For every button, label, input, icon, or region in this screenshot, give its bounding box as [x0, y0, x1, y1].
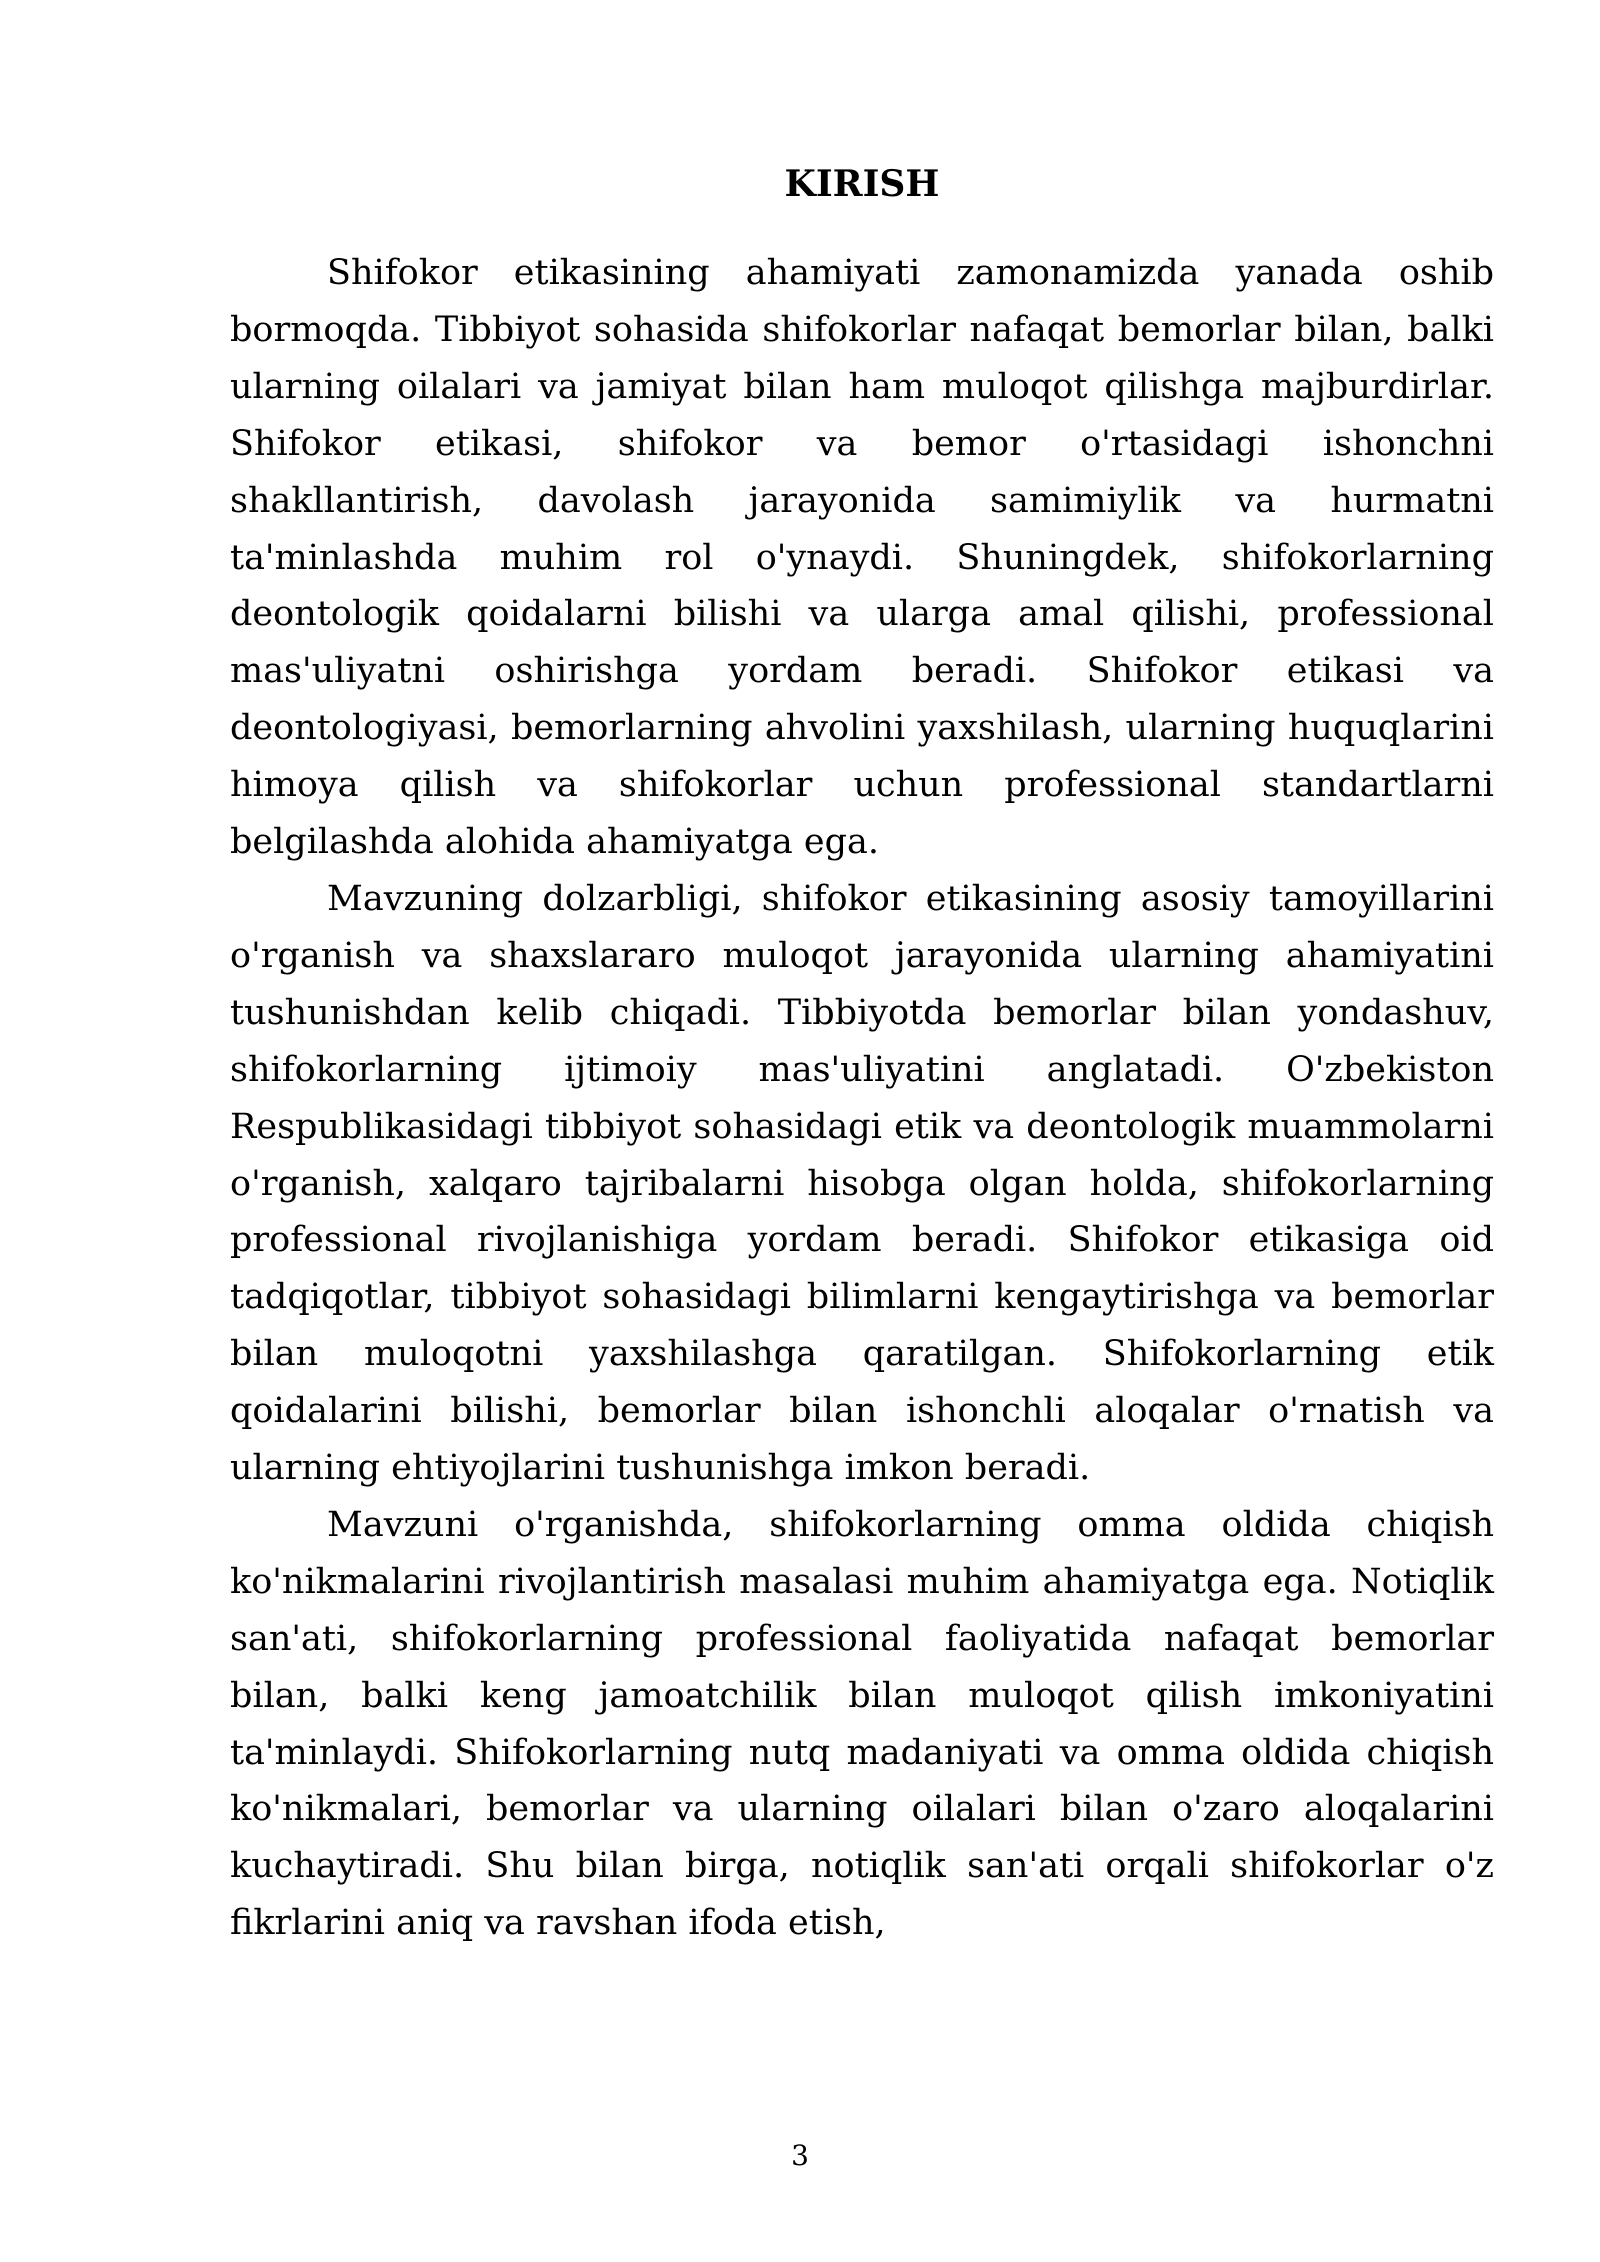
- paragraph-2: Mavzuning dolzarbligi, shifokor etikasining asosiy tamoyillarini o'rganish va shaxslararo muloqot jarayonida ularning ahamiyatini tushunishdan kelib chiqadi. Tibbiyotda bemorlar bilan yondashuv, shifokorlarning ijtimoiy mas'uliyatini anglatadi. O'zbekiston Respublikasidagi tibbiyot sohasidagi etik va deontologik muammolarni o'rganish, xalqaro tajribalarni hisobga olgan holda, shifokorlarning professional rivojlanishiga yordam beradi. Shifokor etikasiga oid tadqiqotlar, tibbiyot sohasidagi bilimlarni kengaytirishga va bemorlar bilan muloqotni yaxshilashga qaratilgan. Shifokorlarning etik qoidalarini bilishi, bemorlar bilan ishonchli aloqalar o'rnatish va ularning ehtiyojlarini tushunishga imkon beradi.: [230, 878, 1494, 1489]
- paragraph-1: Shifokor etikasining ahamiyati zamonamizda yanada oshib bormoqda. Tibbiyot sohasida shifokorlar nafaqat bemorlar bilan, balki ularning oilalari va jamiyat bilan ham muloqot qilishga majburdirlar. Shifokor etikasi, shifokor va bemor o'rtasidagi ishonchni shakllantirish, davolash jarayonida samimiylik va hurmatni ta'minlashda muhim rol o'ynaydi. Shuningdek, shifokorlarning deontologik qoidalarni bilishi va ularga amal qilishi, professional mas'uliyatni oshirishga yordam beradi. Shifokor etikasi va deontologiyasi, bemorlarning ahvolini yaxshilash, ularning huquqlarini himoya qilish va shifokorlar uchun professional standartlarni belgilashda alohida ahamiyatga ega.: [230, 253, 1494, 863]
- paragraph-3: Mavzuni o'rganishda, shifokorlarning omma oldida chiqish ko'nikmalarini rivojlantirish masalasi muhim ahamiyatga ega. Notiqlik san'ati, shifokorlarning professional faoliyatida nafaqat bemorlar bilan, balki keng jamoatchilik bilan muloqot qilish imkoniyatini ta'minlaydi. Shifokorlarning nutq madaniyati va omma oldida chiqish ko'nikmalari, bemorlar va ularning oilalari bilan o'zaro aloqalarini kuchaytiradi. Shu bilan birga, notiqlik san'ati orqali shifokorlar o'z fikrlarini aniq va ravshan ifoda etish,: [230, 1504, 1494, 1944]
- body-text: [230, 245, 1494, 1952]
- section-heading: KIRISH: [784, 163, 940, 205]
- page-number: 3: [791, 2139, 809, 2172]
